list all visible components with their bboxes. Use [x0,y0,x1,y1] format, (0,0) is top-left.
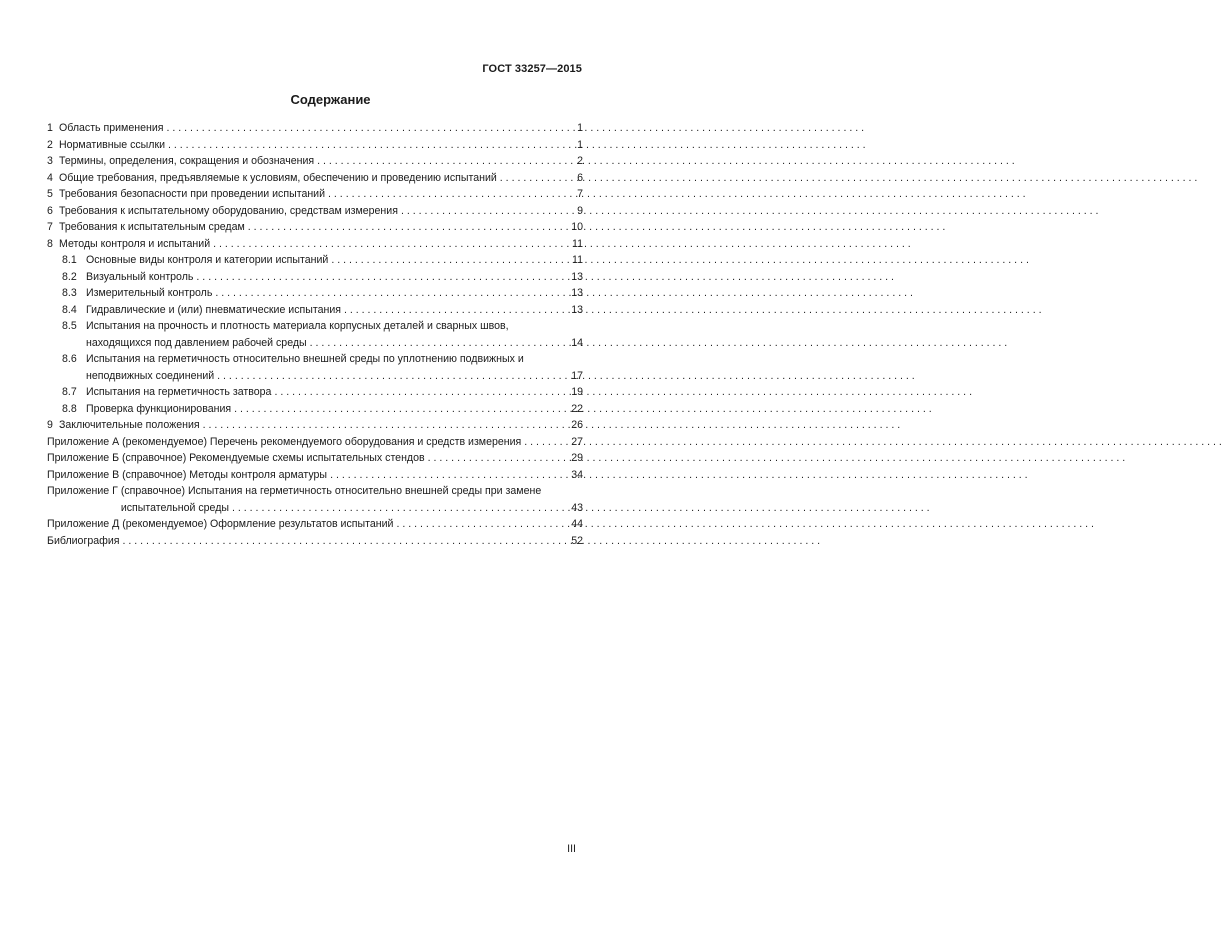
toc-entry-number: 8.6 [62,353,77,365]
toc-entry-page: 13 [571,270,583,283]
toc-entry-page: 14 [571,336,583,349]
toc-entry-4[interactable] [47,170,583,187]
toc-entry-number: 8 [47,237,53,250]
toc-entry-3[interactable] [47,153,583,170]
toc-entry-label: Измерительный контроль [86,287,213,299]
toc-leader-dots [215,285,913,302]
toc-entry-page: 7 [577,188,583,200]
toc-entry-5[interactable] [47,186,583,203]
toc-entry-label-line-2: неподвижных соединений [86,369,215,382]
toc-entry-label: Область применения [59,122,164,134]
toc-entry-bibliography[interactable] [47,533,583,550]
toc-entry-number: 7 [47,221,53,233]
toc-entry-number: 8.8 [62,402,77,415]
toc-entry-appendix-v[interactable] [47,467,583,484]
toc-entry-page: 43 [571,501,583,514]
toc-leader-dots [401,203,1099,220]
toc-entry-8-4[interactable] [47,302,583,319]
toc-entry-number: 6 [47,204,53,217]
toc-entry-number: 8.5 [62,320,77,332]
toc-leader-dots [344,302,1042,319]
toc-leader-dots [196,269,894,286]
toc-entry-label: Требования к испытательным средам [59,221,245,233]
toc-entry-number: 1 [47,122,53,134]
toc-leader-dots [248,219,946,236]
toc-leader-dots [500,170,1198,187]
toc-leader-dots [428,450,1126,467]
toc-entry-number: 3 [47,155,53,167]
toc-entry-8-6[interactable] [47,351,583,384]
toc-entry-label: Общие требования, предъявляемые к условиям, обеспечению и проведению испытаний [59,171,497,184]
toc-leader-dots [330,467,1028,484]
toc-entry-number: 8.3 [62,287,77,299]
toc-entry-number: Приложение Г [47,485,118,497]
toc-entry-number: Приложение Д [47,518,120,530]
toc-entry-page: 44 [571,518,583,530]
toc-entry-page: 6 [577,171,583,184]
toc-entry-number: 4 [47,171,53,184]
toc-entry-label: (рекомендуемое) Перечень рекомендуемого оборудования и средств измерения [122,435,522,448]
toc-entry-8-2[interactable] [47,269,583,286]
toc-leader-dots [396,516,1094,533]
toc-leader-dots [274,384,972,401]
toc-entry-page: 9 [577,204,583,217]
toc-entry-label: (справочное) Рекомендуемые схемы испытательных стендов [122,452,425,464]
toc-entry-8[interactable] [47,236,583,253]
toc-entry-appendix-b[interactable] [47,450,583,467]
toc-entry-page: 29 [571,452,583,464]
toc-entry-8-3[interactable] [47,285,583,302]
toc-entry-label: Библиография [47,534,120,547]
toc-entry-6[interactable] [47,203,583,220]
toc-entry-number: 5 [47,188,53,200]
toc-entry-label: Проверка функционирования [86,402,232,415]
toc-leader-dots [122,533,820,550]
toc-entry-label: Визуальный контроль [86,270,194,283]
toc-entry-label-line-1: (справочное) Испытания на герметичность относительно внешней среды при замене [120,485,542,497]
toc-entry-label-line-2: находящихся под давлением рабочей среды [86,336,307,349]
toc-entry-page: 52 [571,534,583,547]
toc-entry-page: 34 [571,468,583,481]
toc-leader-dots [168,137,866,154]
toc-entry-8-8[interactable] [47,401,583,418]
toc-entry-page: 19 [571,386,583,398]
toc-entry-label: Испытания на герметичность затвора [86,386,272,398]
table-of-contents [47,120,583,549]
toc-leader-dots [328,186,1026,203]
toc-entry-8-7[interactable] [47,384,583,401]
toc-entry-appendix-d[interactable] [47,516,583,533]
toc-leader-dots [310,335,1008,352]
toc-entry-appendix-g[interactable] [47,483,583,516]
toc-entry-page: 22 [571,402,583,415]
toc-leader-dots [331,252,1029,269]
toc-leader-dots [524,434,1222,451]
toc-entry-number: 8.4 [62,303,77,316]
toc-entry-page: 11 [572,254,583,266]
toc-entry-page: 13 [571,287,583,299]
toc-entry-8-1[interactable] [47,252,583,269]
toc-leader-dots [317,153,1015,170]
toc-entry-page: 17 [571,369,583,382]
toc-leader-dots [166,120,864,137]
toc-entry-label: Требования к испытательному оборудованию, средствам измерения [59,204,398,217]
toc-entry-number: Приложение Б [47,452,120,464]
toc-entry-page: 1 [577,122,583,134]
toc-entry-page: 2 [577,155,583,167]
toc-entry-9[interactable] [47,417,583,434]
toc-entry-page: 1 [577,138,583,151]
toc-entry-number: 8.7 [62,386,77,398]
toc-entry-label: Гидравлические и (или) пневматические испытания [86,303,341,316]
toc-entry-page: 27 [571,435,583,448]
toc-entry-label: Требования безопасности при проведении испытаний [59,188,326,200]
toc-entry-label: (справочное) Методы контроля арматуры [122,468,328,481]
toc-entry-page: 11 [572,237,583,250]
toc-entry-number: 8.2 [62,270,77,283]
toc-entry-label-line-1: Испытания на герметичность относительно внешней среды по уплотнению подвижных и [86,353,524,365]
toc-entry-label: Термины, определения, сокращения и обозначения [59,155,315,167]
toc-leader-dots [213,236,911,253]
toc-entry-page: 10 [571,221,583,233]
toc-entry-appendix-a[interactable] [47,434,583,451]
toc-entry-1[interactable] [47,120,583,137]
toc-entry-page: 26 [571,419,583,431]
toc-entry-number: Приложение А [47,435,120,448]
toc-leader-dots [217,368,915,385]
document-code: ГОСТ 33257—2015 [482,63,582,75]
toc-entry-7[interactable] [47,219,583,236]
toc-entry-label: Основные виды контроля и категории испытаний [86,254,329,266]
toc-entry-label: Заключительные положения [59,419,200,431]
toc-entry-number: 9 [47,419,53,431]
toc-entry-label: (рекомендуемое) Оформление результатов испытаний [122,518,394,530]
toc-entry-number: 2 [47,138,53,151]
toc-entry-label: Нормативные ссылки [59,138,166,151]
toc-entry-8-5[interactable] [47,318,583,351]
toc-entry-label-line-1: Испытания на прочность и плотность материала корпусных деталей и сварных швов, [86,320,509,332]
toc-title: Содержание [290,92,371,107]
toc-entry-label: Методы контроля и испытаний [59,237,211,250]
page-number: III [567,843,576,855]
toc-entry-2[interactable] [47,137,583,154]
toc-leader-dots [203,417,901,434]
toc-entry-number: 8.1 [62,254,77,266]
toc-entry-page: 13 [571,303,583,316]
toc-entry-label-line-2: испытательной среды [120,501,230,514]
toc-entry-number: Приложение В [47,468,120,481]
